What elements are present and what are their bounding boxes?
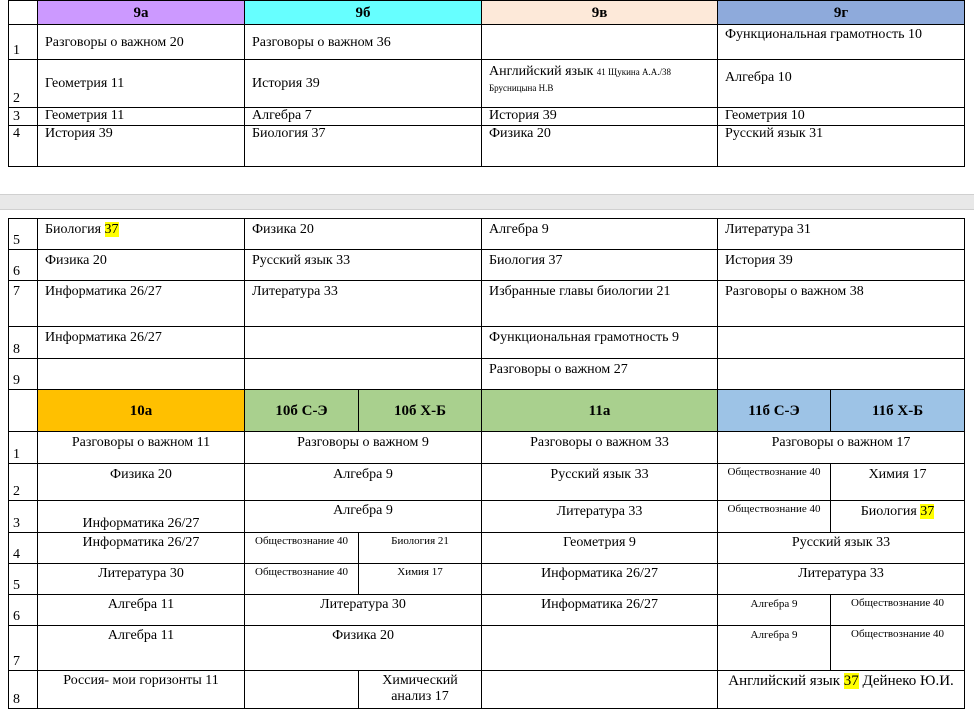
lesson-cell: Обществознание 40 — [245, 564, 359, 595]
lesson-cell: Информатика 26/27 — [38, 501, 245, 533]
lesson-cell: История 39 — [482, 108, 718, 126]
table-row — [9, 501, 965, 533]
lesson-cell: Русский язык 33 — [718, 533, 965, 564]
room-highlight: 37 — [104, 222, 119, 237]
lesson-cell: Разговоры о важном 17 — [718, 432, 965, 464]
lesson-cell: Русский язык 31 — [718, 126, 965, 167]
lesson-cell: Литература 33 — [482, 501, 718, 533]
lesson-cell: Химический анализ 17 — [359, 671, 482, 709]
table-row — [9, 626, 965, 671]
lesson-number: 3 — [9, 501, 38, 533]
lesson-cell: Обществознание 40 — [718, 464, 831, 501]
page-break — [0, 194, 974, 210]
table-row — [9, 60, 965, 108]
table-row — [9, 464, 965, 501]
teacher-name: Дейнеко Ю.И. — [862, 673, 954, 689]
table-row — [9, 25, 965, 60]
lesson-cell — [482, 25, 718, 60]
lesson-cell: История 39 — [718, 250, 965, 281]
lesson-subject: Английский язык — [728, 673, 840, 689]
lesson-cell — [245, 359, 482, 390]
lesson-cell — [245, 327, 482, 359]
lesson-number: 1 — [9, 432, 38, 464]
header-11a: 11а — [482, 390, 718, 432]
lesson-cell: Русский язык 33 — [482, 464, 718, 501]
lesson-cell: Алгебра 11 — [38, 595, 245, 626]
lesson-cell: Информатика 26/27 — [38, 327, 245, 359]
lesson-cell — [718, 671, 965, 709]
lesson-cell: Литература 30 — [245, 595, 482, 626]
lesson-cell: История 39 — [38, 126, 245, 167]
table-row — [9, 533, 965, 564]
lesson-subject: Английский язык — [489, 64, 594, 79]
lesson-cell — [831, 501, 965, 533]
lesson-number: 5 — [9, 564, 38, 595]
lesson-cell: Биология 37 — [482, 250, 718, 281]
header-10b-se: 10б С-Э — [245, 390, 359, 432]
lesson-cell: Алгебра 9 — [482, 219, 718, 250]
lesson-cell: Обществознание 40 — [245, 533, 359, 564]
lesson-cell: Информатика 26/27 — [38, 281, 245, 327]
lesson-cell: Геометрия 11 — [38, 108, 245, 126]
lesson-cell: Разговоры о важном 9 — [245, 432, 482, 464]
lesson-cell — [38, 219, 245, 250]
lesson-number: 8 — [9, 671, 38, 709]
lesson-cell: Информатика 26/27 — [482, 595, 718, 626]
lesson-cell: Алгебра 7 — [245, 108, 482, 126]
lesson-cell: Физика 20 — [38, 464, 245, 501]
header-11b-khb: 11б Х-Б — [831, 390, 965, 432]
lesson-cell: Информатика 26/27 — [38, 533, 245, 564]
header-10b-khb: 10б Х-Б — [359, 390, 482, 432]
lesson-cell: Геометрия 9 — [482, 533, 718, 564]
header-10a: 10а — [38, 390, 245, 432]
lesson-cell: Обществознание 40 — [718, 501, 831, 533]
lesson-cell — [482, 671, 718, 709]
lesson-number: 8 — [9, 327, 38, 359]
table-row — [9, 250, 965, 281]
lesson-cell: Избранные главы биологии 21 — [482, 281, 718, 327]
lesson-cell: Химия 17 — [359, 564, 482, 595]
lesson-cell — [245, 671, 359, 709]
header-9a: 9а — [38, 1, 245, 25]
lesson-cell: Разговоры о важном 36 — [245, 25, 482, 60]
lesson-cell: Литература 33 — [245, 281, 482, 327]
lesson-cell: Алгебра 9 — [245, 464, 482, 501]
lesson-number: 7 — [9, 626, 38, 671]
lesson-cell: Информатика 26/27 — [482, 564, 718, 595]
lesson-cell: Физика 20 — [482, 126, 718, 167]
lesson-cell: Алгебра 9 — [245, 501, 482, 533]
lesson-number: 4 — [9, 126, 38, 167]
room-highlight: 37 — [843, 673, 859, 689]
lesson-cell: Литература 30 — [38, 564, 245, 595]
header-9b: 9б — [245, 1, 482, 25]
teacher-note: 41 Щукина А.А./38 Брусницына Н.В — [489, 67, 671, 93]
lesson-cell: Обществознание 40 — [831, 626, 965, 671]
header-9g: 9г — [718, 1, 965, 25]
lesson-cell: Биология 21 — [359, 533, 482, 564]
lesson-cell: Геометрия 10 — [718, 108, 965, 126]
lesson-cell: Физика 20 — [245, 626, 482, 671]
lesson-cell — [482, 626, 718, 671]
lesson-number: 7 — [9, 281, 38, 327]
room-highlight: 37 — [920, 504, 935, 519]
lesson-number: 3 — [9, 108, 38, 126]
table-row — [9, 126, 965, 167]
lesson-subject: Биология — [860, 504, 917, 519]
lesson-cell: Литература 31 — [718, 219, 965, 250]
table-row — [9, 595, 965, 626]
lesson-cell: Разговоры о важном 33 — [482, 432, 718, 464]
lesson-cell: Русский язык 33 — [245, 250, 482, 281]
lesson-cell — [482, 60, 718, 108]
table-row — [9, 327, 965, 359]
lesson-cell — [718, 359, 965, 390]
lesson-cell: История 39 — [245, 60, 482, 108]
lesson-cell: Разговоры о важном 20 — [38, 25, 245, 60]
header-11b-se: 11б С-Э — [718, 390, 831, 432]
lesson-number: 1 — [9, 25, 38, 60]
table-row — [9, 281, 965, 327]
lesson-number: 4 — [9, 533, 38, 564]
lesson-cell: Алгебра 9 — [718, 595, 831, 626]
schedule-table-9-top — [8, 0, 965, 167]
table-row — [9, 359, 965, 390]
lesson-number: 6 — [9, 595, 38, 626]
lesson-cell: Физика 20 — [245, 219, 482, 250]
table-row — [9, 564, 965, 595]
schedule-table-main — [8, 218, 965, 709]
lesson-number: 2 — [9, 60, 38, 108]
lesson-cell: Обществознание 40 — [831, 595, 965, 626]
lesson-cell: Физика 20 — [38, 250, 245, 281]
lesson-cell: Функциональная грамотность 10 — [718, 25, 965, 60]
lesson-cell: Разговоры о важном 27 — [482, 359, 718, 390]
lesson-cell — [718, 327, 965, 359]
lesson-cell: Алгебра 9 — [718, 626, 831, 671]
table-row — [9, 219, 965, 250]
lesson-cell: Алгебра 10 — [718, 60, 965, 108]
lesson-cell: Разговоры о важном 38 — [718, 281, 965, 327]
lesson-cell: Химия 17 — [831, 464, 965, 501]
lesson-number: 5 — [9, 219, 38, 250]
table-row — [9, 108, 965, 126]
lesson-number: 6 — [9, 250, 38, 281]
lesson-cell: Россия- мои горизонты 11 — [38, 671, 245, 709]
lesson-cell: Алгебра 11 — [38, 626, 245, 671]
header-9v: 9в — [482, 1, 718, 25]
corner-cell — [9, 390, 38, 432]
lesson-subject: Биология — [45, 222, 102, 237]
lesson-number: 2 — [9, 464, 38, 501]
lesson-cell — [38, 359, 245, 390]
corner-cell — [9, 1, 38, 25]
table-row — [9, 671, 965, 709]
lesson-cell: Функциональная грамотность 9 — [482, 327, 718, 359]
lesson-cell: Биология 37 — [245, 126, 482, 167]
lesson-cell: Литература 33 — [718, 564, 965, 595]
lesson-cell: Геометрия 11 — [38, 60, 245, 108]
lesson-cell: Разговоры о важном 11 — [38, 432, 245, 464]
lesson-number: 9 — [9, 359, 38, 390]
table-row — [9, 432, 965, 464]
